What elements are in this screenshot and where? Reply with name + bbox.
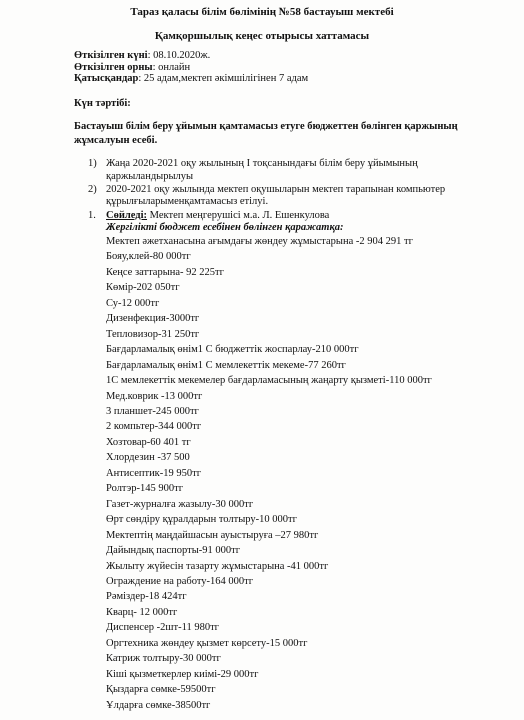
meta-participants-value: : 25 адам,мектеп әкімшілігінен 7 адам [138, 73, 309, 84]
expense-item: Мед.коврик -13 000тг [106, 390, 203, 402]
expense-item: Мектеп әжетханасына ағымдағы жөндеу жұмыстарына -2 904 291 тг [106, 236, 413, 247]
meta-place-value: : онлайн [152, 62, 191, 73]
meta-participants-label: Қатысқандар [74, 73, 139, 84]
agenda-item-2-line2: құрылғыларыменқамтамасыз етілуі. [106, 196, 269, 207]
expense-item: Бағдарламалық өнім1 С бюджеттік жоспарлау-210 000тг [106, 344, 359, 356]
agenda-heading: Күн тәртібі: [74, 98, 131, 109]
expense-item: Диспенсер -2шт-11 980тг [106, 622, 219, 634]
expense-item: Газет-журналға жазылу-30 000тг [106, 498, 254, 510]
expense-item: Хозтовар-60 401 тг [106, 436, 191, 448]
expense-item: Бояу,клей-80 000тг [106, 251, 191, 263]
expense-item: Бағдарламалық өнім1 С мемлекеттік мекеме-77 260тг [106, 359, 346, 371]
expense-item: Қыздарға сөмке-59500тг [106, 684, 216, 695]
meta-participants [74, 72, 308, 85]
agenda-item-2-line1: 2020-2021 оқу жылында мектеп оқушыларын мектеп тарапынан компьютер [106, 184, 446, 195]
agenda-item-1-line1: Жаңа 2020-2021 оқу жылының І тоқсанындағы білім беру ұйымының [106, 158, 418, 169]
expense-item: Кварц- 12 000тг [106, 606, 178, 618]
meta-place-label: Өткізілген орны [74, 62, 153, 73]
meta-date-label: Өткізілген күні [74, 50, 148, 61]
expense-item: Ограждение на работу-164 000тг [106, 575, 254, 587]
expense-item: Ұлдарға сөмке-38500тг [106, 699, 211, 711]
document-title: Тараз қаласы білім бөлімінің №58 бастауыш мектебі [130, 6, 394, 18]
expense-item: Кеңсе заттарына- 92 225тг [106, 266, 224, 278]
expense-item: Ролтэр-145 900тг [106, 483, 184, 495]
agenda-item-2-number: 2) [88, 184, 97, 195]
agenda-topic-line2: жұмсалуын есебі. [74, 135, 158, 146]
speaker-label: Сөйледі: [106, 210, 148, 221]
expense-item: Оргтехника жөндеу қызмет көрсету-15 000тг [106, 637, 308, 649]
expense-item: Катриж толтыру-30 000тг [106, 653, 221, 665]
expense-item: Өрт сөндіру құралдарын толтыру-10 000тг [106, 514, 297, 526]
agenda-item-1-line2: қаржыландырылуы [106, 171, 194, 182]
section-number: 1. [88, 210, 96, 221]
expense-item: 1С мемлекеттік мекемелер бағдарламасының жаңарту қызметі-110 000тг [106, 375, 432, 386]
agenda-item-1-number: 1) [88, 158, 97, 169]
expense-item: Тепловизор-31 250тг [106, 328, 200, 340]
document-subtitle: Қамқоршылық кеңес отырысы хаттамасы [154, 30, 370, 42]
agenda-topic-line1: Бастауыш білім беру ұйымын қамтамасыз етуге бюджеттен бөлінген қаржының [74, 121, 458, 132]
expense-item: 2 компьтер-344 000тг [106, 421, 202, 433]
expense-item: Рәміздер-18 424тг [106, 591, 187, 603]
expense-item: Көмір-202 050тг [106, 282, 180, 294]
expense-item: Су-12 000тг [106, 297, 160, 309]
expense-item: Кіші қызметкерлер киімі-29 000тг [106, 668, 259, 680]
expense-item: Мектептің маңдайшасын ауыстыруға –27 980тг [106, 529, 319, 541]
section-subheading: Жергілікті бюджет есебінен бөлінген қаражатқа: [106, 222, 344, 233]
expense-item: Дайындық паспорты-91 000тг [106, 545, 241, 556]
expense-item: Антисептик-19 950тг [106, 467, 202, 479]
expense-item: Дизенфекция-3000тг [106, 313, 200, 325]
meta-date-value: : 08.10.2020ж. [147, 50, 211, 61]
expense-item: Жылыту жүйесін тазарту жұмыстарына -41 000тг [106, 560, 329, 572]
speaker-text: Мектеп меңгерушісі м.а. Л. Ешенкулова [147, 210, 330, 221]
expense-item: Хлордезин -37 500 [106, 452, 190, 464]
expense-item: 3 планшет-245 000тг [106, 405, 199, 417]
